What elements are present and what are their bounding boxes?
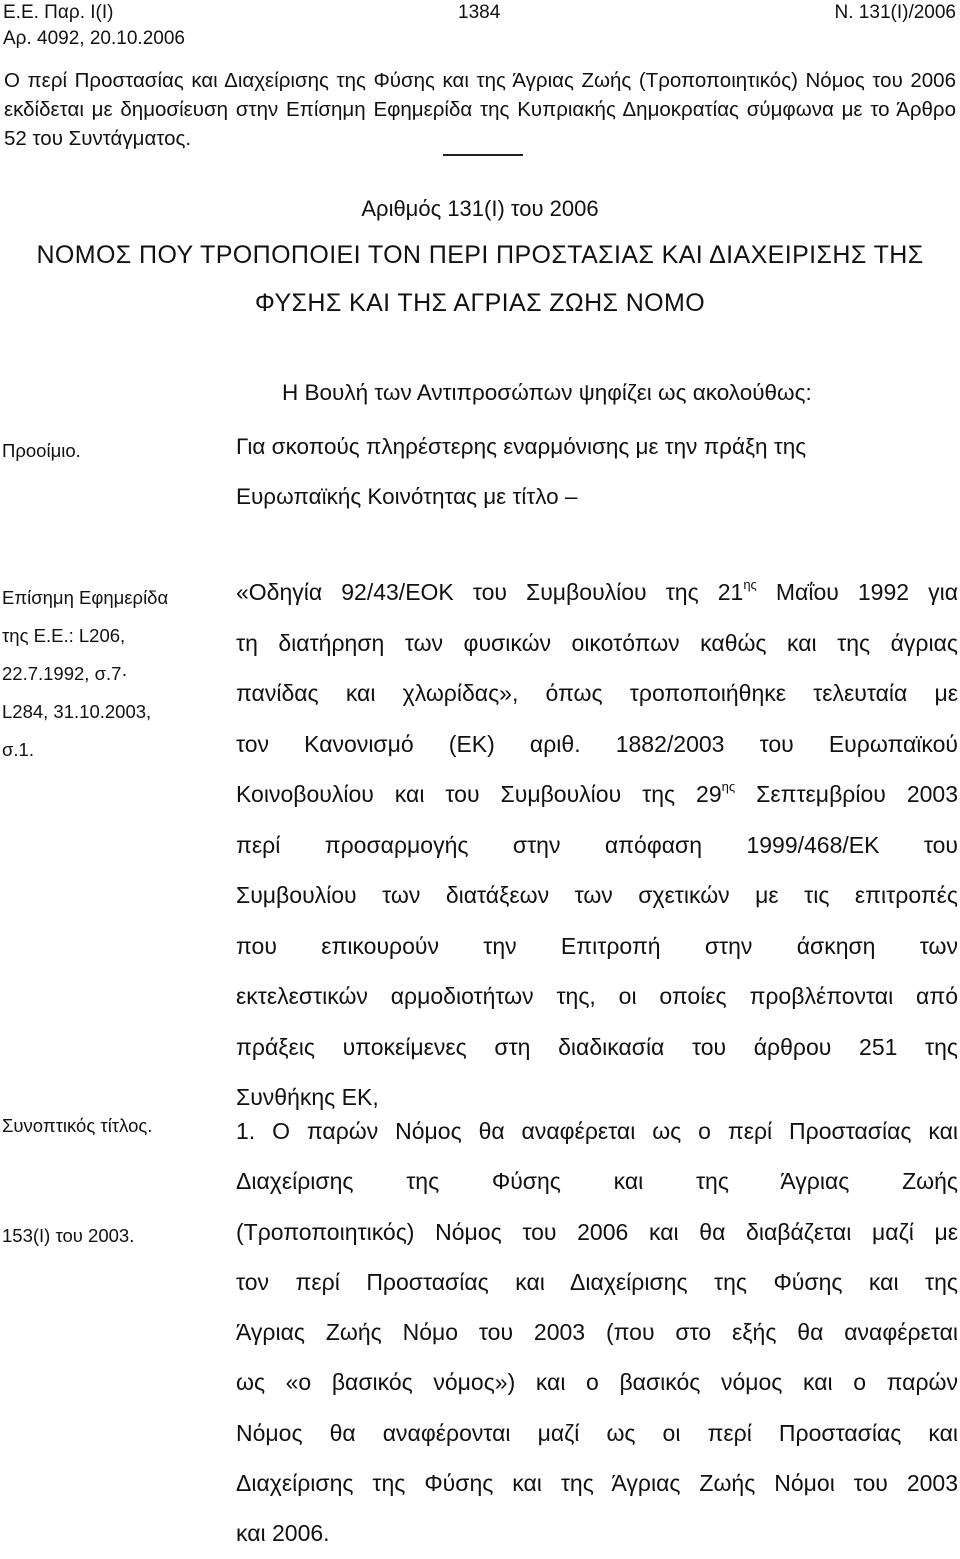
section-1-line: (Τροποποιητικός) Νόμος του 2006 και θα διαβάζεται μαζί με xyxy=(236,1218,958,1245)
preamble-margin-label: Προοίμιο. xyxy=(2,440,81,461)
law-title-line-1: ΝΟΜΟΣ ΠΟΥ ΤΡΟΠΟΠΟΙΕΙ ΤΟΝ ΠΕΡΙ ΠΡΟΣΤΑΣΙΑΣ ΚΑΙ ΔΙΑΧΕΙΡΙΣΗΣ ΤΗΣ xyxy=(36,241,924,269)
gazette-ref-line: Επίσημη Εφημερίδα xyxy=(2,587,169,608)
gazette-ref-line: 22.7.1992, σ.7· xyxy=(2,663,128,684)
section-1-line: ως «ο βασικός νόμος») και ο βασικός νόμος και ο παρών xyxy=(236,1369,958,1396)
gazette-ref-line: της Ε.Ε.: L206, xyxy=(2,625,126,646)
directive-line: που επικουρούν την Επιτροπή στην άσκηση των xyxy=(236,932,958,959)
section-1-paragraph xyxy=(236,1106,958,1559)
issue-label: Αρ. 4092, 20.10.2006 xyxy=(3,28,185,49)
directive-line: περί προσαρμογής στην απόφαση 1999/468/ΕΚ του xyxy=(236,831,958,858)
section-1-margin-title: Συνοπτικός τίτλος. xyxy=(2,1115,153,1136)
directive-line: πράξεις υποκείμενες στη διαδικασία του άρθρου 251 της xyxy=(236,1033,958,1060)
section-1-line: Νόμος θα αναφέρονται μαζί ως οι περί Προστασίας και xyxy=(236,1419,958,1446)
directive-line: Κοινοβουλίου και του Συμβουλίου της $29^{\eta\varsigma}$ Σεπτεμβρίου 2003 xyxy=(236,779,958,807)
page-number: 1384 xyxy=(458,2,501,23)
section-1-margin-ref: 153(Ι) του 2003. xyxy=(2,1225,135,1246)
section-1-line: και 2006. xyxy=(236,1520,330,1547)
intro-paragraph: Ο περί Προστασίας και Διαχείρισης της Φύσης και της Άγριας Ζωής (Τροποποιητικός) Νόμος του 2006 εκδίδεται με δημοσίευση στην Επίσημη Εφημερίδα της Κυπριακής Δημοκρατίας σύμφωνα με το Άρθρο 52 του Συντάγματος. xyxy=(4,69,956,150)
directive-line: «Οδηγία 92/43/ΕΟΚ του Συμβουλίου της $21^{\eta\varsigma}$ Μαΐου 1992 για xyxy=(236,577,959,605)
directive-line: Συμβουλίου των διατάξεων των σχετικών με τις επιτροπές xyxy=(236,882,958,908)
gazette-label: Ε.Ε. Παρ. Ι(Ι) xyxy=(3,2,114,23)
preamble-line-1: Για σκοπούς πληρέστερης εναρμόνισης με την πράξη της xyxy=(236,434,807,459)
directive-line: τον Κανονισμό (ΕΚ) αριθ. 1882/2003 του Ευρωπαϊκού xyxy=(236,730,958,757)
section-1-line: τον περί Προστασίας και Διαχείρισης της Φύσης και της xyxy=(236,1268,958,1295)
section-1-line: Διαχείρισης της Φύσης και της Άγριας Ζωής Νόμοι του 2003 xyxy=(236,1470,958,1497)
divider-rule xyxy=(443,154,523,156)
section-1-line: Διαχείρισης της Φύσης και της Άγριας Ζωής xyxy=(236,1168,958,1195)
law-title-line-2: ΦΥΣΗΣ ΚΑΙ ΤΗΣ ΑΓΡΙΑΣ ΖΩΗΣ ΝΟΜΟ xyxy=(254,289,706,317)
directive-paragraph xyxy=(236,567,958,1123)
directive-line: πανίδας και χλωρίδας», όπως τροποποιήθηκε τελευταία με xyxy=(236,680,958,706)
gazette-ref-line: σ.1. xyxy=(2,739,34,760)
law-number: Αριθμός 131(Ι) του 2006 xyxy=(361,196,599,221)
preamble-line-2: Ευρωπαϊκής Κοινότητας με τίτλο – xyxy=(236,484,578,509)
section-1-line: 1. Ο παρών Νόμος θα αναφέρεται ως ο περί Προστασίας και xyxy=(236,1118,958,1144)
law-reference: Ν. 131(Ι)/2006 xyxy=(834,2,956,23)
gazette-ref-line: L284, 31.10.2003, xyxy=(2,701,152,722)
gazette-reference-note xyxy=(2,579,168,769)
directive-line: εκτελεστικών αρμοδιοτήτων της, οι οποίες προβλέπονται από xyxy=(236,983,958,1009)
directive-line: τη διατήρηση των φυσικών οικοτόπων καθώς και της άγριας xyxy=(236,629,958,656)
section-1-line: Άγριας Ζωής Νόμο του 2003 (που στο εξής θα αναφέρεται xyxy=(236,1319,958,1346)
directive-line: Συνθήκης ΕΚ, xyxy=(236,1084,379,1110)
enactment-formula: Η Βουλή των Αντιπροσώπων ψηφίζει ως ακολούθως: xyxy=(282,380,812,405)
